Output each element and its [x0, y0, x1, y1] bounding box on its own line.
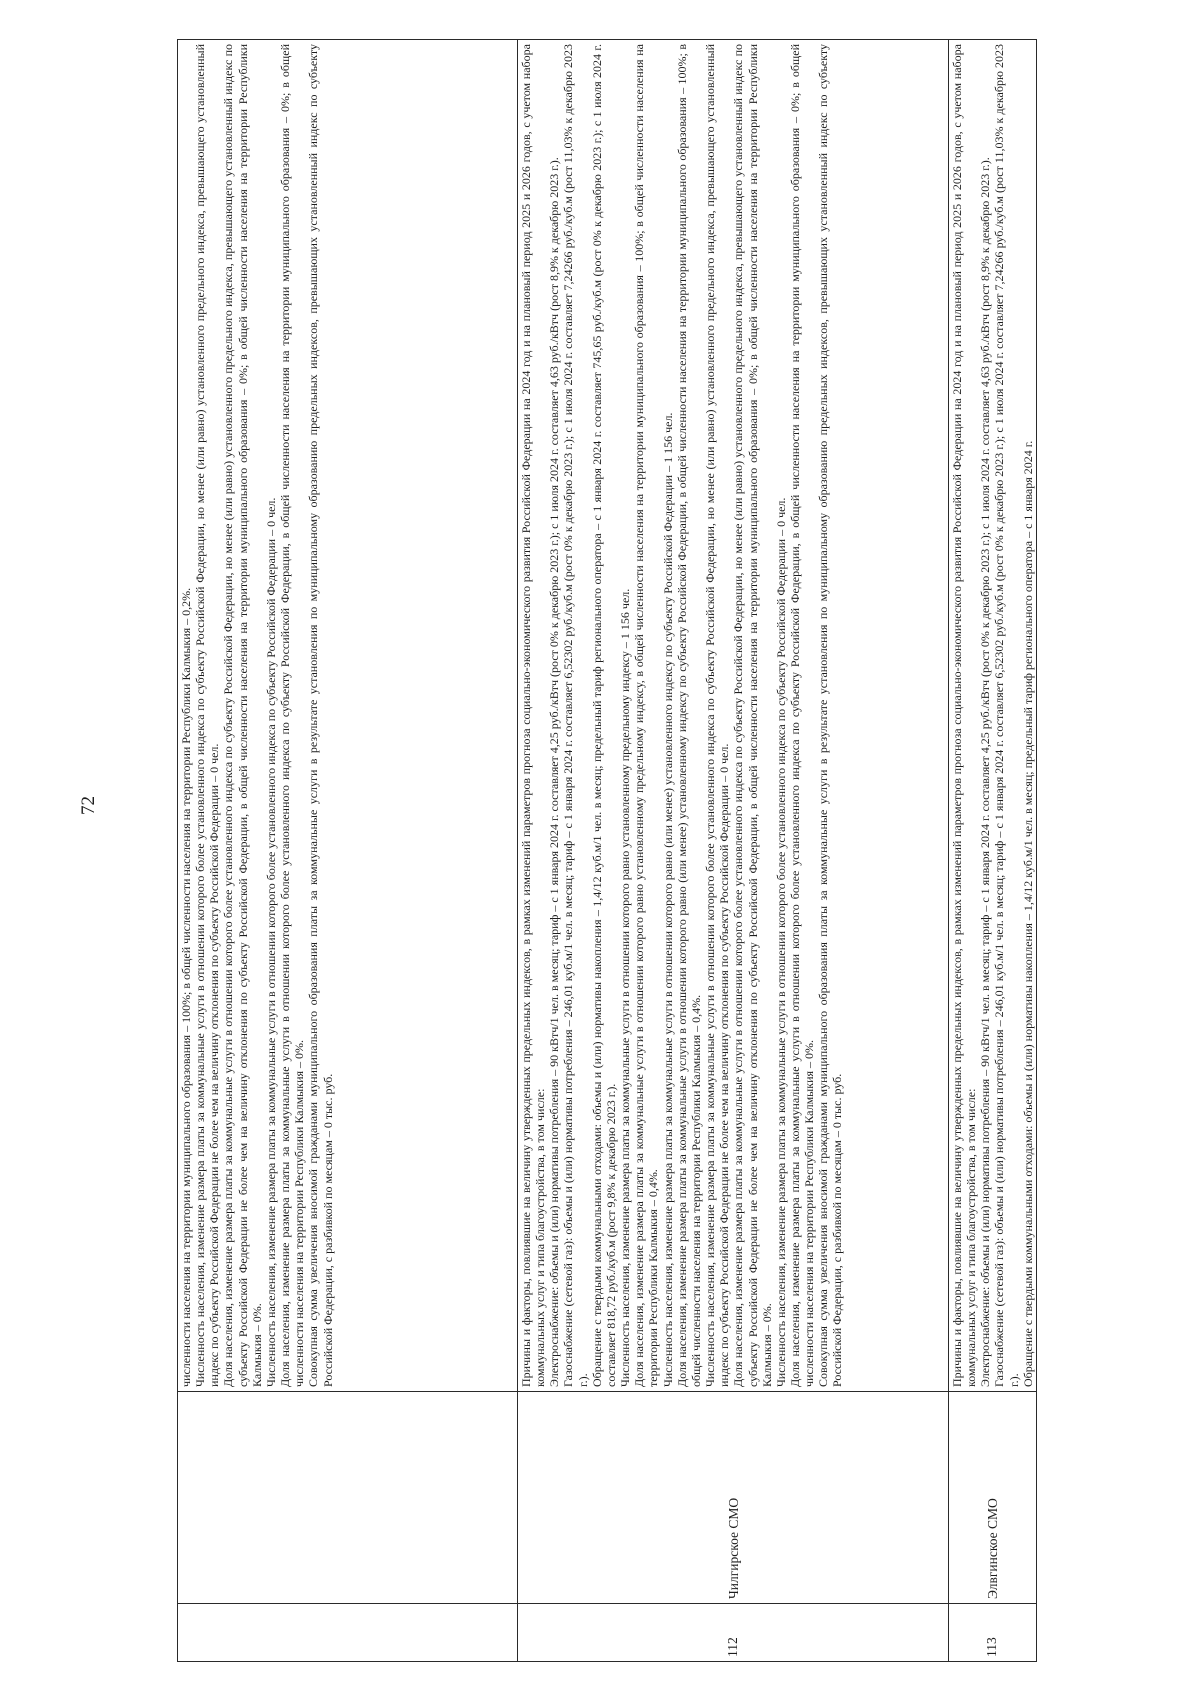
paragraph: Доля населения, изменение размера платы за коммунальные услуги в отношении которого более установленного индекса по субъекту Российской Федерации, но менее (или равно) установленного предельного индекса, превышающего установленный индекс по субъекту Российской Федерации не более чем на величину отклонения по субъекту Российской Федерации, в общей численности населения на территории муниципального образования – 0%; в общей численности населения на территории Республики Калмыкия – 0%.: [221, 44, 264, 1387]
paragraph: Доля населения, изменение размера платы за коммунальные услуги в отношении которого равно (или менее) установленному индексу по субъекту Российской Федерации, в общей численности населения на территории муниципального образования – 100%; в общей численности населения на территории Республики Калмыкия – 0,4%.: [674, 44, 703, 1387]
row-number-cell: 112: [518, 1604, 949, 1662]
paragraph: Газоснабжение (сетевой газ): объемы и (или) нормативы потребления – 246,01 куб.м/1 чел. в месяц; тариф – с 1 января 2024 г. составляет 6,52302 руб./куб.м (рост 0% к декабрю 2023 г.); с 1 июля 2024 г. составляет 7,24266 руб./куб.м (рост 11,03% к декабрю 2023 г.).: [992, 44, 1021, 1387]
page-number: 72: [78, 796, 99, 815]
description-cell: [178, 40, 518, 1392]
paragraph: Доля населения, изменение размера платы за коммунальные услуги в отношении которого более установленного индекса по субъекту Российской Федерации, но менее (или равно) установленного предельного индекса, превышающего установленный индекс по субъекту Российской Федерации не более чем на величину отклонения по субъекту Российской Федерации, в общей численности населения на территории муниципального образования – 0%; в общей численности населения на территории Республики Калмыкия – 0%.: [731, 44, 774, 1387]
municipality-name-cell: Чилгирское СМО: [518, 1392, 949, 1604]
row-number-cell: 113: [949, 1604, 1037, 1662]
paragraph: Причины и факторы, повлиявшие на величину утвержденных предельных индексов, в рамках изменений параметров прогноза социально-экономического развития Российской Федерации на 2024 год и на плановый период 2025 и 2026 годов, с учетом набора коммунальных услуг и типа благоустройства, в том числе:: [519, 44, 548, 1387]
paragraph: Доля населения, изменение размера платы за коммунальные услуги в отношении которого равно установленному предельному индексу, в общей численности населения на территории муниципального образования – 100%; в общей численности населения на территории Республики Калмыкия – 0,4%.: [632, 44, 661, 1387]
paragraph: Электроснабжение: объемы и (или) нормативы потребления – 90 кВтч/1 чел. в месяц; тариф – с 1 января 2024 г. составляет 4,25 руб./кВтч (рост 0% к декабрю 2023 г.); с 1 июля 2024 г. составляет 4,63 руб./кВтч (рост 8,9% к декабрю 2023 г.).: [978, 157, 993, 1387]
paragraph: Численность населения, изменение размера платы за коммунальные услуги в отношении которого равно (или менее) установленного индексу по субъекту Российской Федерации – 1 156 чел.: [660, 412, 675, 1387]
paragraph: Численность населения, изменение размера платы за коммунальные услуги в отношении которого более установленного индекса по субъекту Российской Федерации – 0 чел.: [263, 497, 278, 1387]
paragraph: Причины и факторы, повлиявшие на величину утвержденных предельных индексов, в рамках изменений параметров прогноза социально-экономического развития Российской Федерации на 2024 год и на плановый период 2025 и 2026 годов, с учетом набора коммунальных услуг и типа благоустройства, в том числе:: [950, 44, 979, 1387]
paragraph: Доля населения, изменение размера платы за коммунальные услуги в отношении которого более установленного индекса по субъекту Российской Федерации, в общей численности населения на территории муниципального образования – 0%; в общей численности населения на территории Республики Калмыкия – 0%.: [278, 44, 307, 1387]
paragraph: Доля населения, изменение размера платы за коммунальные услуги в отношении которого более установленного индекса по субъекту Российской Федерации, в общей численности населения на территории муниципального образования – 0%; в общей численности населения на территории Республики Калмыкия – 0%.: [787, 44, 817, 1387]
paragraph: Совокупная сумма увеличения вносимой гражданами муниципального образования платы за коммунальные услуги в результате установления по муниципальному образованию предельных индексов, превышающих установленный индекс по субъекту Российской Федерации, с разбивкой по месяцам – 0 тыс. руб.: [306, 44, 335, 1387]
paragraph: Численность населения, изменение размера платы за коммунальные услуги в отношении которого равно установленному предельному индексу – 1 156 чел.: [618, 588, 633, 1387]
paragraph: Обращение с твердыми коммунальными отходами: объемы и (или) нормативы накопления – 1,4/12 куб.м/1 чел. в месяц; предельный тариф регионального оператора – с 1 января 2024 г. составляет 745,65 руб./куб.м (рост 0% к декабрю 2023 г.); с 1 июля 2024 г. составляет 818,72 руб./куб.м (рост 9,8% к декабрю 2023 г.).: [589, 44, 618, 1387]
paragraph: Численность населения, изменение размера платы за коммунальные услуги в отношении которого более установленного индекса по субъекту Российской Федерации, но менее (или равно) установленного предельного индекса, превышающего установленный индекс по субъекту Российской Федерации не более чем на величину отклонения по субъекту Российской Федерации – 0 чел.: [703, 44, 732, 1387]
table-row: [949, 40, 1037, 1662]
paragraph: Газоснабжение (сетевой газ): объемы и (или) нормативы потребления – 246,01 куб.м/1 чел. в месяц; тариф – с 1 января 2024 г. составляет 6,52302 руб./куб.м (рост 0% к декабрю 2023 г.); с 1 июля 2024 г. составляет 7,24266 руб./куб.м (рост 11,03% к декабрю 2023 г.).: [561, 44, 590, 1387]
row-number-cell: [178, 1604, 518, 1662]
indices-table: [177, 39, 1037, 1662]
description-cell: [518, 40, 949, 1392]
table-row: [178, 40, 518, 1662]
municipality-name-cell: [178, 1392, 518, 1604]
paragraph: численности населения на территории муниципального образования – 100%; в общей численности населения на территории Республики Калмыкия – 0,2%.: [179, 587, 193, 1387]
paragraph: Обращение с твердыми коммунальными отходами: объемы и (или) нормативы накопления – 1,4/12 куб.м/1 чел. в месяц; предельный тариф регионального оператора – с 1 января 2024 г.: [1020, 440, 1035, 1387]
paragraph: Электроснабжение: объемы и (или) нормативы потребления – 90 кВтч/1 чел. в месяц; тариф – с 1 января 2024 г. составляет 4,25 руб./кВтч (рост 0% к декабрю 2023 г.); с 1 июля 2024 г. составляет 4,63 руб./кВтч (рост 8,9% к декабрю 2023 г.).: [547, 157, 562, 1387]
paragraph: Совокупная сумма увеличения вносимой гражданами муниципального образования платы за коммунальные услуги в результате установления по муниципальному образованию предельных индексов, превышающих установленный индекс по субъекту Российской Федерации, с разбивкой по месяцам – 0 тыс. руб.: [816, 44, 845, 1387]
municipality-name-cell: Элвгинское СМО: [949, 1392, 1037, 1604]
description-cell: [949, 40, 1037, 1392]
paragraph: Численность населения, изменение размера платы за коммунальные услуги в отношении которого более установленного индекса по субъекту Российской Федерации – 0 чел.: [773, 497, 788, 1387]
rotated-table-container: [177, 40, 1037, 1662]
table-row: [518, 40, 949, 1662]
paragraph: Численность населения, изменение размера платы за коммунальные услуги в отношении которого более установленного индекса по субъекту Российской Федерации, но менее (или равно) установленного предельного индекса, превышающего установленный индекс по субъекту Российской Федерации не более чем на величину отклонения по субъекту Российской Федерации – 0 чел.: [193, 44, 222, 1387]
